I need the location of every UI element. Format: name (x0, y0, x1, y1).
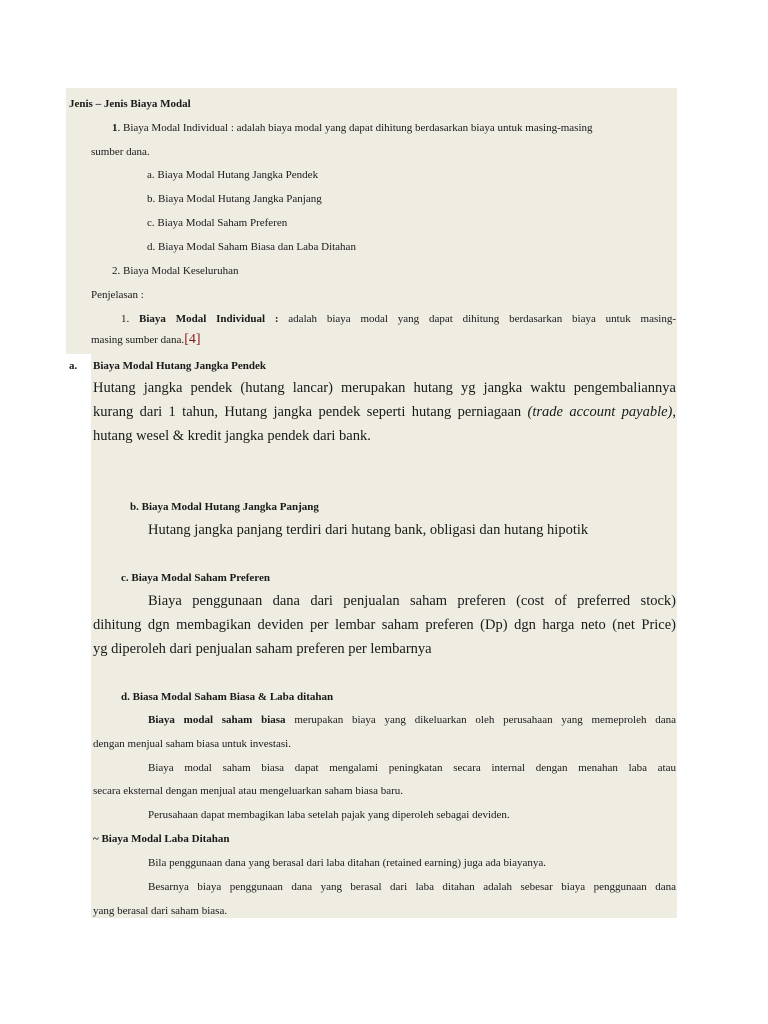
section-d-p3: Perusahaan dapat membagikan laba setelah pajak yang diperoleh sebagai deviden. (148, 809, 510, 821)
explanation-continuation (91, 333, 201, 347)
section-c-heading: c. Biaya Modal Saham Preferen (121, 572, 270, 584)
section-d-p2-line-1: Biaya modal saham biasa dapat mengalami peningkatan secara internal dengan menahan laba atau (148, 762, 676, 774)
section-a-line-2-comma: , (672, 404, 676, 420)
list-item-continuation: sumber dana. (91, 146, 150, 158)
subitem-d: d. Biaya Modal Saham Biasa dan Laba Ditahan (147, 241, 356, 253)
section-a-line-1: Hutang jangka pendek (hutang lancar) merupakan hutang yg jangka waktu pengembaliannya (93, 380, 676, 396)
section-d-p1-continuation: dengan menjual saham biasa untuk investasi. (93, 738, 291, 750)
list-item-keseluruhan: 2. Biaya Modal Keseluruhan (112, 265, 239, 277)
citation-link[interactable]: [4] (184, 332, 201, 347)
penjelasan-label: Penjelasan : (91, 289, 144, 301)
explanation-text: adalah biaya modal yang dapat dihitung berdasarkan biaya untuk masing- (278, 313, 676, 325)
page-title: Jenis – Jenis Biaya Modal (69, 98, 191, 110)
section-b-heading: b. Biaya Modal Hutang Jangka Panjang (130, 501, 319, 513)
section-d-p1-text: merupakan biaya yang dikeluarkan oleh perusahaan yang memeproleh dana (285, 714, 677, 726)
section-a-line-3: hutang wesel & kredit jangka pendek dari bank. (93, 428, 371, 444)
section-a-line-2 (93, 403, 676, 421)
subitem-b: b. Biaya Modal Hutang Jangka Panjang (147, 193, 322, 205)
section-laba-p2-line-2: yang berasal dari saham biasa. (93, 905, 228, 917)
section-a-line-2-italic: (trade account payable) (527, 404, 673, 420)
section-a-marker: a. (69, 360, 78, 372)
section-laba-heading: ~ Biaya Modal Laba Ditahan (93, 833, 230, 845)
list-item-text: . Biaya Modal Individual : adalah biaya modal yang dapat dihitung berdasarkan biaya untuk masing-masing (117, 122, 593, 134)
section-laba-p1: Bila penggunaan dana yang berasal dari laba ditahan (retained earning) juga ada biayanya. (148, 857, 546, 869)
subitem-c: c. Biaya Modal Saham Preferen (147, 217, 288, 229)
list-item-number: 1 (112, 122, 118, 134)
section-c-line-3: yg diperoleh dari penjualan saham preferen per lembarnya (93, 641, 432, 657)
section-d-p2-line-2: secara eksternal dengan menjual atau mengeluarkan saham biasa baru. (93, 785, 403, 797)
section-a-line-2-text: kurang dari 1 tahun, Hutang jangka pendek seperti hutang perniagaan (93, 404, 528, 420)
section-d-p1 (148, 713, 676, 727)
list-item-individual (112, 121, 593, 135)
explanation-line (139, 312, 676, 326)
subitem-a: a. Biaya Modal Hutang Jangka Pendek (147, 169, 319, 181)
section-a-heading: Biaya Modal Hutang Jangka Pendek (93, 360, 266, 372)
explanation-bold: Biaya Modal Individual : (139, 313, 279, 325)
section-laba-p2-line-1: Besarnya biaya penggunaan dana yang berasal dari laba ditahan adalah sebesar biaya penggunaan dana (148, 881, 676, 893)
explanation-number: 1. (121, 313, 130, 325)
section-b-text: Hutang jangka panjang terdiri dari hutang bank, obligasi dan hutang hipotik (148, 522, 589, 538)
section-d-p1-bold: Biaya modal saham biasa (148, 714, 286, 726)
section-c-line-2: dihitung dgn membagikan deviden per lembar saham preferen (Dp) dgn harga neto (net Price) (93, 617, 676, 633)
explanation-cont-text: masing sumber dana. (91, 334, 185, 346)
section-d-heading: d. Biasa Modal Saham Biasa & Laba ditahan (121, 691, 334, 703)
section-c-line-1: Biaya penggunaan dana dari penjualan saham preferen (cost of preferred stock) (148, 593, 676, 609)
